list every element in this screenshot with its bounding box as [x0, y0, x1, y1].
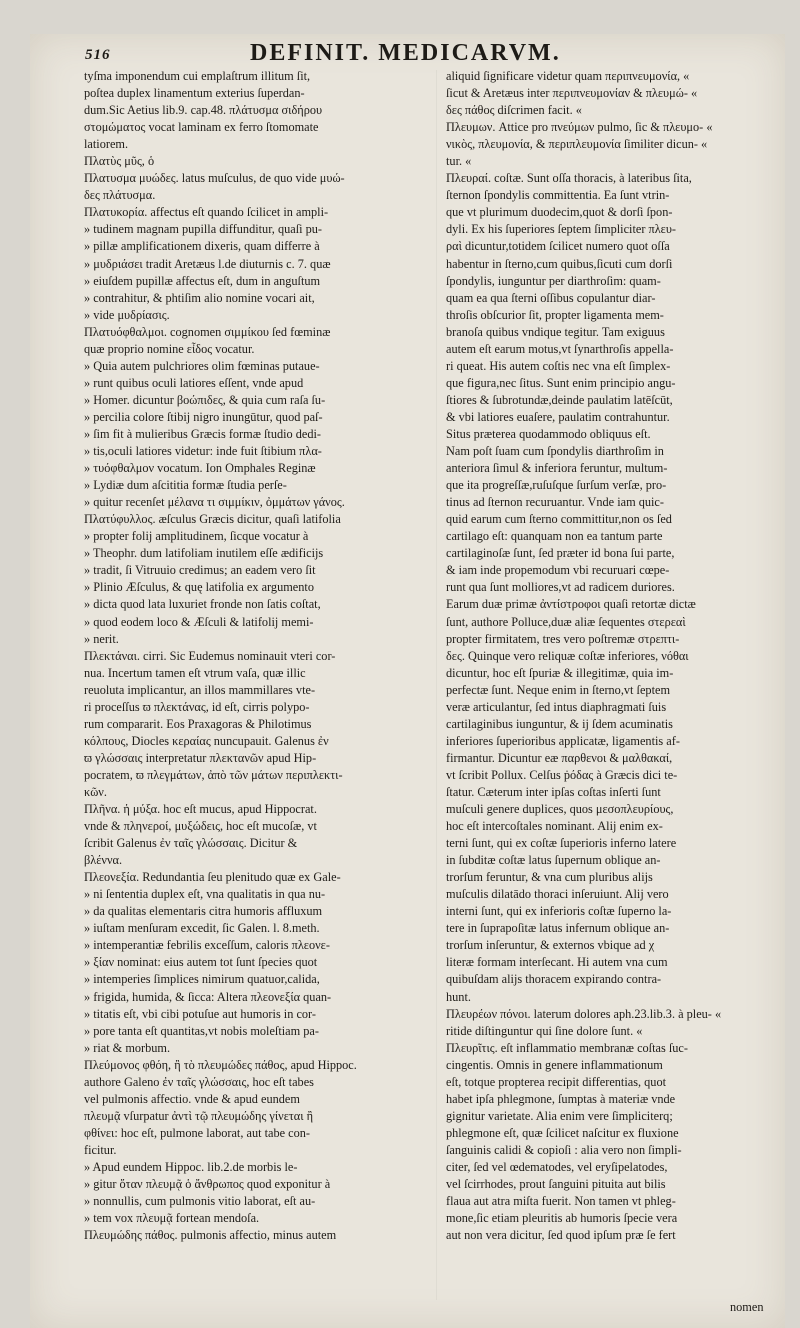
text-line: eſt, totque propterea recipit differentias, quot: [446, 1074, 667, 1089]
text-line: perfectæ ſunt. Neque enim in ſterno,vt ſeptem: [446, 682, 671, 697]
text-line: δες. Quinque vero reliquæ coſtæ inferiores, νόθαι: [446, 648, 689, 663]
text-line: ri proceſſus ϖ πλεκτάνας, id eſt, cirris polypo-: [84, 699, 310, 714]
text-line: » tis,oculi latiores videtur: inde fuit ſtibium πλα-: [84, 444, 322, 459]
text-line: δες πάθος diſcrimen facit. «: [446, 103, 582, 118]
text-line: citer, ſed vel œdematodes, vel eryſipelatodes,: [446, 1160, 668, 1174]
text-line: » Homer. dicuntur βοώπιδες, & quia cum raſa ſu-: [84, 392, 326, 407]
text-line: » μυδριάσει tradit Aretæus l.de diuturnis c. 7. quæ: [84, 256, 331, 271]
text-line: ſtiores & ſubrotundæ,deinde paulatim latēſcūt,: [446, 392, 673, 407]
text-line: » τυόφθαλμον vocatum. Ion Omphales Reginæ: [84, 461, 316, 476]
text-line: Πλατυκορία. affectus eſt quando ſcilicet in ampli-: [84, 205, 329, 220]
text-line: » Theophr. dum latifoliam inutilem eſſe ædificijs: [84, 546, 324, 561]
text-line: πλευμᾷ vſurpatur ἀντὶ τῷ πλευμώδης γίνεται ἢ: [84, 1108, 314, 1123]
text-line: hoc eſt intercoſtales nominant. Alij enim ex-: [446, 819, 663, 834]
text-line: cartilago eſt: quanquam non ea tantum parte: [446, 529, 663, 544]
text-line: » pillæ amplificationem dixeris, quam differre à: [84, 239, 320, 254]
text-line: propter firmitatem, tres vero poſtremæ στρεπτι-: [446, 631, 680, 646]
text-line: » quitur recenſet μέλανα τι σιμμίκιν, ὀμμάτων γάνος.: [84, 495, 345, 510]
text-line: throſis obſcurior ſit, propter ligamenta mem-: [446, 307, 664, 322]
text-line: tyſma imponendum cui emplaſtrum illitum ſit,: [84, 69, 311, 83]
text-line: aut non vera dicitur, ſed quod ipſum præ ſe fert: [446, 1228, 676, 1243]
text-line: ſunt, authore Polluce,duæ aliæ ſequentes στερεαὶ: [446, 614, 686, 629]
text-line: Πλευραί. coſtæ. Sunt oſſa thoracis, à lateribus ſita,: [446, 171, 692, 186]
text-line: Πλεύμονος φθόη, ἢ τὸ πλευμώδες πάθος, apud Hippoc.: [84, 1057, 357, 1072]
text-line: trorſum feruntur, & vna cum pluribus alijs: [446, 870, 653, 885]
text-line: reuoluta implicantur, an illos mammillares vte-: [84, 682, 316, 697]
column-gutter: [436, 70, 437, 1300]
text-line: quam ea qua ſterni oſſibus copulantur diar-: [446, 290, 656, 305]
text-line: » tradit, ſi Vitruuio credimus; an eadem vero ſit: [84, 563, 316, 578]
text-line: » nonnullis, cum pulmonis vitio laborat, eſt au-: [84, 1194, 316, 1209]
text-line: vnde & πληνεροί, μυξώδεις, hoc eſt mucoſæ, vt: [84, 819, 317, 834]
text-line: pocratem, ϖ πλεγμάτων, ἀπὸ τῶν μάτων περιπλεκτι-: [84, 767, 343, 782]
text-line: hunt.: [446, 989, 471, 1004]
text-line: στομώματος vocat laminam ex ferro ſtomomate: [84, 120, 319, 135]
text-line: » nerit.: [84, 631, 119, 646]
text-line: Πλευρέων πόνοι. laterum dolores aph.23.lib.3. à pleu- «: [446, 1006, 722, 1021]
text-line: » contrahitur, & phtiſim alio nomine vocari ait,: [84, 290, 315, 305]
text-line: branoſa quibus vndique tegitur. Tam exiguus: [446, 324, 665, 339]
text-line: authore Galeno ἐν ταῖς γλώσσαις, hoc eſt tabes: [84, 1074, 314, 1089]
text-line: ϖ γλώσσαις interpretatur πλεκτανῶν apud Hip-: [84, 750, 317, 765]
text-line: » ni ſententia duplex eſt, vna qualitatis in qua nu-: [84, 887, 326, 902]
text-line: habet ipſa phlegmone, ſumptas à materiæ vnde: [446, 1091, 676, 1106]
text-line: dyli. Ex his ſuperiores ſeptem ſimpliciter πλευ-: [446, 222, 677, 237]
text-line: literæ formam interſecant. Hi autem vna cum: [446, 955, 668, 970]
text-line: que ita progreſſæ,ruſuſque ſurſum verſæ, pro-: [446, 478, 667, 493]
text-line: » iuſtam menſuram excedit, ſic Galen. l. 8.meth.: [84, 921, 320, 936]
text-line: ri queat. His autem coſtis nec vna eſt ſimplex-: [446, 358, 671, 373]
text-line: » pore tanta eſt quantitas,vt nobis moleſtiam pa-: [84, 1023, 319, 1038]
text-line: ſternon ſpondylis committentia. Ea ſunt vtrin-: [446, 188, 670, 203]
text-line: » quod eodem loco & Æſculi & latifolij memi-: [84, 614, 314, 629]
text-line: quæ proprio nomine εἶδος vocatur.: [84, 341, 255, 356]
text-line: cartilaginoſæ ſunt, ſed præter id bona ſui parte,: [446, 546, 675, 561]
text-line: Πλατὺς μῦς, ὁ: [84, 154, 155, 169]
text-line: dum.Sic Aetius lib.9. cap.48. πλάτυσμα σιδήρου: [84, 103, 323, 118]
text-line: κῶν.: [84, 784, 107, 799]
text-line: ſicut & Aretæus inter περιπνευμονίαν & πλευμώ- «: [446, 86, 698, 101]
text-line: veræ articulantur, ſed intus diaphragmati ſuis: [446, 699, 667, 714]
text-line: » riat & morbum.: [84, 1040, 171, 1055]
text-line: Πλατυόφθαλμοι. cognomen σιμμίκου ſed fœminæ: [84, 324, 331, 339]
text-line: κόλπους, Diocles κεραίας nuncupauit. Galenus ἐν: [84, 733, 329, 748]
right-column: [446, 68, 791, 1244]
text-line: » ſim fit à mulieribus Græcis formæ ſtudio dedi-: [84, 426, 322, 441]
text-line: que figura,nec ſitus. Sunt enim principio angu-: [446, 375, 676, 390]
text-line: νικὸς, πλευμονία, & περιπλευμονία ſimiliter dicun- «: [446, 137, 708, 152]
text-line: Πλευρῖτις. eſt inflammatio membranæ coſtas ſuc-: [446, 1040, 688, 1055]
running-head: DEFINIT. MEDICARVM.: [250, 40, 561, 66]
text-line: » Apud eundem Hippoc. lib.2.de morbis le-: [84, 1160, 298, 1174]
text-line: rum compararit. Eos Praxagoras & Philotimus: [84, 716, 312, 731]
text-line: mone,ſic etiam pleuritis ab humoris ſpecie vera: [446, 1211, 678, 1226]
text-line: » Plinio Æſculus, & quę latifolia ex argumento: [84, 580, 314, 595]
text-line: » percilia colore ſtibij nigro inungūtur, quod paſ-: [84, 409, 323, 424]
text-line: » da qualitas elementaris citra humoris affluxum: [84, 904, 323, 919]
text-line: » runt quibus oculi latiores eſſent, vnde apud: [84, 375, 304, 390]
text-line: tinus ad ſternon recuruantur. Vnde iam quic-: [446, 495, 664, 510]
text-line: δες πλάτυσμα.: [84, 188, 156, 203]
text-line: » vide μυδρίασις.: [84, 307, 170, 322]
text-line: Earum duæ primæ ἀντίστροφοι quaſi retortæ dictæ: [446, 597, 696, 612]
text-line: ritide diſtinguntur qui ſine dolore ſunt. «: [446, 1023, 643, 1038]
text-line: aliquid ſignificare videtur quam περιπνευμονία, «: [446, 69, 690, 83]
text-line: ſanguinis calidi & copioſi : alia vero non ſimpli-: [446, 1142, 682, 1157]
text-line: terni ſunt, qui ex coſtæ ſuperioris inferno latere: [446, 836, 677, 851]
text-line: » titatis eſt, vbi cibi potuſue aut humoris in cor-: [84, 1006, 316, 1021]
text-line: Πλεκτάναι. cirri. Sic Eudemus nominauit vteri cor-: [84, 648, 336, 663]
text-line: Πλατύφυλλος. æſculus Græcis dicitur, quaſi latifolia: [84, 512, 341, 527]
catchword: nomen: [730, 1300, 764, 1314]
text-line: nua. Incertum tamen eſt vtrum vaſa, quæ illic: [84, 665, 306, 680]
text-line: in ſubditæ coſtæ latus ſupernum oblique an-: [446, 853, 661, 868]
text-line: quid earum cum ſterno committitur,non os ſed: [446, 512, 672, 527]
text-line: tur. «: [446, 154, 472, 169]
text-line: » Quia autem pulchriores olim fœminas putaue-: [84, 358, 320, 373]
text-line: vt ſcribit Pollux. Celſus ṗόδας à Græcis dici te-: [446, 767, 678, 782]
text-line: » eiuſdem pupillæ affectus eſt, dum in anguſtum: [84, 273, 321, 288]
text-line: » gitur ὅταν πλευμᾷ ὁ ἄνθρωπος quod exponitur à: [84, 1177, 331, 1192]
page-number: 516: [85, 47, 111, 63]
text-line: flaua aut atra miſta fuerit. Non tamen vt phleg-: [446, 1194, 676, 1209]
text-line: phlegmone eſt, quæ ſcilicet naſcitur ex fluxione: [446, 1125, 679, 1140]
text-line: βλέννα.: [84, 853, 123, 868]
text-line: » tem vox πλευμᾷ fortean mendoſa.: [84, 1211, 260, 1226]
text-line: quibuſdam alijs thoracem expirando contra-: [446, 972, 662, 987]
text-line: » intemperantiæ febrilis exceſſum, caloris πλεονε-: [84, 938, 330, 953]
text-line: Πλατυσμα μυώδες. latus muſculus, de quo vide μυώ-: [84, 171, 345, 186]
text-line: Nam poſt ſuam cum ſpondylis diarthroſim in: [446, 444, 664, 459]
text-line: trorſum inſeruntur, & externos vbique ad χ: [446, 938, 655, 953]
text-line: que vt plurimum duodecim,quot & dorſi ſpon-: [446, 205, 673, 220]
text-line: » intemperies ſimplices nimirum quatuor,calida,: [84, 972, 320, 987]
text-line: Πλευμώδης πάθος. pulmonis affectio, minus autem: [84, 1228, 337, 1243]
text-line: » frigida, humida, & ſicca: Altera πλεονεξία quan-: [84, 989, 332, 1004]
text-line: ſtatur. Cæterum inter ipſas coſtas inſerti ſunt: [446, 784, 661, 799]
text-line: Πλῆνα. ἡ μύξα. hoc eſt mucus, apud Hippocrat.: [84, 802, 317, 817]
text-line: vel ſcirrhodes, prout ſanguini pituita aut bilis: [446, 1177, 666, 1192]
text-line: autem eſt earum motus,vt ſynarthroſis appella-: [446, 341, 674, 356]
text-line: muſculis dilatādo thoraci inſeruiunt. Alij vero: [446, 887, 669, 902]
text-line: Situs præterea quodammodo obliquus eſt.: [446, 426, 651, 441]
text-line: firmantur. Dicuntur eæ παρθενοι & μαλθακαί,: [446, 750, 673, 765]
text-line: » dicta quod lata luxuriet fronde non ſatis coſtat,: [84, 597, 321, 612]
text-line: muſculi genere duplices, quos μεσοπλευρίους,: [446, 802, 674, 817]
text-line: ſcribit Galenus ἐν ταῖς γλώσσαις. Dicitur &: [84, 836, 298, 851]
text-line: vel pulmonis affectio. vnde & apud eundem: [84, 1091, 300, 1106]
text-line: » tudinem magnam pupilla diffunditur, quaſi pu-: [84, 222, 323, 237]
text-line: tere in ſuprapoſitæ latus infernum oblique an-: [446, 921, 670, 936]
text-line: inferiores ſuperioribus applicatæ, ligamentis af-: [446, 733, 680, 748]
text-line: poſtea duplex linamentum exterius ſuperdan-: [84, 86, 305, 101]
text-line: ficitur.: [84, 1142, 117, 1157]
text-line: runt qua ſunt molliores,vt ad radicem duriores.: [446, 580, 675, 595]
text-line: ſpondylis, iunguntur per diarthroſim: quam-: [446, 273, 661, 288]
text-line: habentur in ſterno,cum quibus,ſicuti cum dorſi: [446, 256, 673, 271]
text-line: » Lydiæ dum aſcititia formæ ſtudia perſe-: [84, 478, 287, 493]
text-line: latiorem.: [84, 137, 129, 152]
text-line: & iam inde propemodum vbi recuruari cœpe-: [446, 563, 670, 578]
text-line: cartilaginibus iunguntur, & ij ſdem acuminatis: [446, 716, 673, 731]
text-line: » propter folij amplitudinem, ſicque vocatur à: [84, 529, 309, 544]
text-line: φθίνει: hoc eſt, pulmone laborat, aut tabe con-: [84, 1125, 310, 1140]
text-line: Πλευμων. Attice pro πνεύμων pulmo, ſic & πλευμο- «: [446, 120, 713, 135]
text-line: » ξίαν nominat: eius autem tot ſunt ſpecies quot: [84, 955, 318, 970]
text-line: gignitur varietate. Alia enim vere ſimpliciterq;: [446, 1108, 673, 1123]
text-line: & vbi latiores euaſere, paulatim contrahuntur.: [446, 409, 670, 424]
text-line: dicuntur, hoc eſt ſpuriæ & illegitimæ, quia im-: [446, 665, 674, 680]
text-line: cingentis. Omnis in genere inflammationum: [446, 1057, 663, 1072]
text-line: ραὶ dicuntur,totidem ſcilicet numero quot oſſa: [446, 239, 670, 254]
text-line: anteriora ſimul & inferiora feruntur, multum-: [446, 461, 668, 476]
left-column: [84, 68, 429, 1244]
text-line: interni ſunt, qui ex inferioris coſtæ ſuperno la-: [446, 904, 672, 919]
text-line: Πλεονεξία. Redundantia ſeu plenitudo quæ ex Gale-: [84, 870, 341, 885]
